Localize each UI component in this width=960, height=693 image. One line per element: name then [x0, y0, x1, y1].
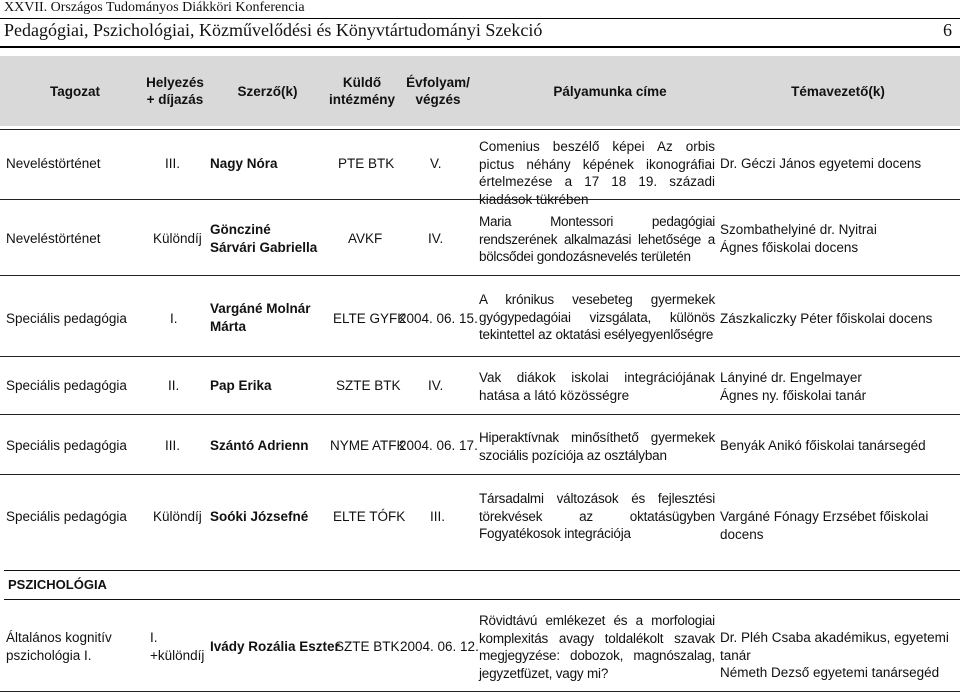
- cell-helyezes: Különdíj: [153, 231, 202, 246]
- cell-palyamunka: Maria Montessori pedagógiai rendszerének alkalmazási lehetősége a bölcsődei gondozásnevelés területén: [479, 214, 715, 264]
- cell-palyamunka: Hiperaktívnak minősíthető gyermekek szociális pozíciója az osztályban: [479, 430, 715, 463]
- page-number: 6: [943, 20, 952, 40]
- cell-szerzo: Göncziné Sárvári Gabriella: [210, 222, 318, 255]
- row-separator: [0, 356, 960, 357]
- conference-title: XXVII. Országos Tudományos Diákköri Konferencia: [4, 0, 305, 15]
- cell-helyezes: I.: [170, 311, 178, 326]
- header-szerzo: Szerző(k): [237, 83, 298, 99]
- cell-intezmeny: PTE BTK: [338, 156, 395, 171]
- header-helyezes: Helyezés + díjazás: [146, 75, 204, 107]
- cell-temavezeto: Zászkaliczky Péter főiskolai docens: [720, 311, 933, 326]
- cell-palyamunka: Társadalmi változások és fejlesztési törekvések az oktatásügyben Fogyatékosok integrációja: [479, 491, 715, 541]
- category-label: PSZICHOLÓGIA: [8, 577, 107, 592]
- cell-intezmeny: AVKF: [348, 231, 383, 246]
- cell-temavezeto: Szombathelyiné dr. Nyitrai Ágnes főiskolai docens: [720, 222, 877, 255]
- cell-tagozat: Neveléstörténet: [6, 156, 101, 171]
- cell-intezmeny: NYME ATFK: [330, 438, 406, 453]
- row-separator: [0, 275, 960, 276]
- section-title: Pedagógiai, Pszichológiai, Közművelődési és Könyvtártudományi Szekció: [4, 20, 543, 40]
- row-separator: [0, 199, 960, 200]
- cell-evfolyam: 2004. 06. 17.: [399, 438, 478, 453]
- cell-tagozat: Speciális pedagógia: [6, 378, 127, 393]
- cell-palyamunka: Comenius beszélő képei Az orbis pictus néhány képének ikonográfiai értelmezése a 17 18 19. századi kiadások tükrében: [479, 139, 715, 207]
- row-separator: [0, 129, 960, 130]
- cell-palyamunka: A krónikus vesebeteg gyermekek gyógypedagóiai vizsgálata, különös tekintettel az oktatási esélyegyenlőségre: [479, 292, 715, 342]
- header-intezmeny: Küldő intézmény: [328, 75, 396, 107]
- header-temavezeto: Témavezető(k): [791, 83, 885, 99]
- cell-helyezes: III.: [165, 438, 181, 453]
- cell-evfolyam: III.: [430, 509, 446, 524]
- cell-evfolyam: IV.: [428, 378, 444, 393]
- cell-palyamunka: Vak diákok iskolai integrációjának hatása a látó közösségre: [479, 370, 715, 403]
- cell-tagozat: Speciális pedagógia: [6, 311, 127, 326]
- row-separator: [0, 414, 960, 415]
- cell-tagozat: Neveléstörténet: [6, 231, 101, 246]
- cell-intezmeny: SZTE BTK: [335, 639, 400, 654]
- cell-tagozat: Általános kognitív pszichológia I.: [6, 630, 112, 663]
- table-header: [0, 56, 960, 126]
- header-evfolyam: Évfolyam/ végzés: [406, 75, 470, 107]
- category-heading: [4, 570, 960, 600]
- cell-szerzo: Pap Erika: [210, 378, 272, 393]
- cell-tagozat: Speciális pedagógia: [6, 438, 127, 453]
- row-separator: [0, 474, 960, 475]
- cell-helyezes: III.: [165, 156, 181, 171]
- header-tagozat: Tagozat: [50, 83, 100, 99]
- cell-temavezeto: Dr. Pléh Csaba akadémikus, egyetemi tanár Németh Dezső egyetemi tanársegéd: [720, 630, 949, 680]
- cell-tagozat: Speciális pedagógia: [6, 509, 127, 524]
- cell-helyezes: Különdíj: [153, 509, 202, 524]
- cell-temavezeto: Dr. Géczi János egyetemi docens: [720, 156, 922, 171]
- section-rule: [0, 46, 960, 48]
- top-rule: [0, 18, 960, 19]
- cell-helyezes: I. +különdíj: [150, 630, 205, 663]
- cell-szerzo: Ivády Rozália Eszter: [210, 639, 340, 654]
- cell-helyezes: II.: [168, 378, 180, 393]
- cell-szerzo: Vargáné Molnár Márta: [210, 301, 311, 334]
- cell-evfolyam: IV.: [428, 231, 444, 246]
- row-separator: [0, 691, 960, 692]
- cell-szerzo: Szántó Adrienn: [210, 438, 309, 453]
- section-header: [4, 20, 956, 41]
- cell-intezmeny: ELTE GYFK: [333, 311, 407, 326]
- cell-intezmeny: ELTE TÓFK: [333, 509, 406, 524]
- cell-evfolyam: 2004. 06. 15.: [399, 311, 478, 326]
- cell-evfolyam: 2004. 06. 12.: [400, 639, 479, 654]
- cell-temavezeto: Benyák Anikó főiskolai tanársegéd: [720, 438, 926, 453]
- cell-temavezeto: Lányiné dr. Engelmayer Ágnes ny. főiskolai tanár: [720, 370, 867, 403]
- cell-intezmeny: SZTE BTK: [336, 378, 401, 393]
- cell-evfolyam: V.: [430, 156, 442, 171]
- cell-temavezeto: Vargáné Fónagy Erzsébet főiskolai docens: [720, 509, 929, 542]
- cell-palyamunka: Rövidtávú emlékezet és a morfologiai komplexitás avagy toldalékolt szavak megjegyzése: dobozok, magnószalag, jegyzetfüzet, vagy mi?: [479, 613, 715, 681]
- cell-szerzo: Soóki Józsefné: [210, 509, 309, 524]
- header-palyamunka: Pályamunka címe: [553, 83, 667, 99]
- cell-szerzo: Nagy Nóra: [210, 156, 278, 171]
